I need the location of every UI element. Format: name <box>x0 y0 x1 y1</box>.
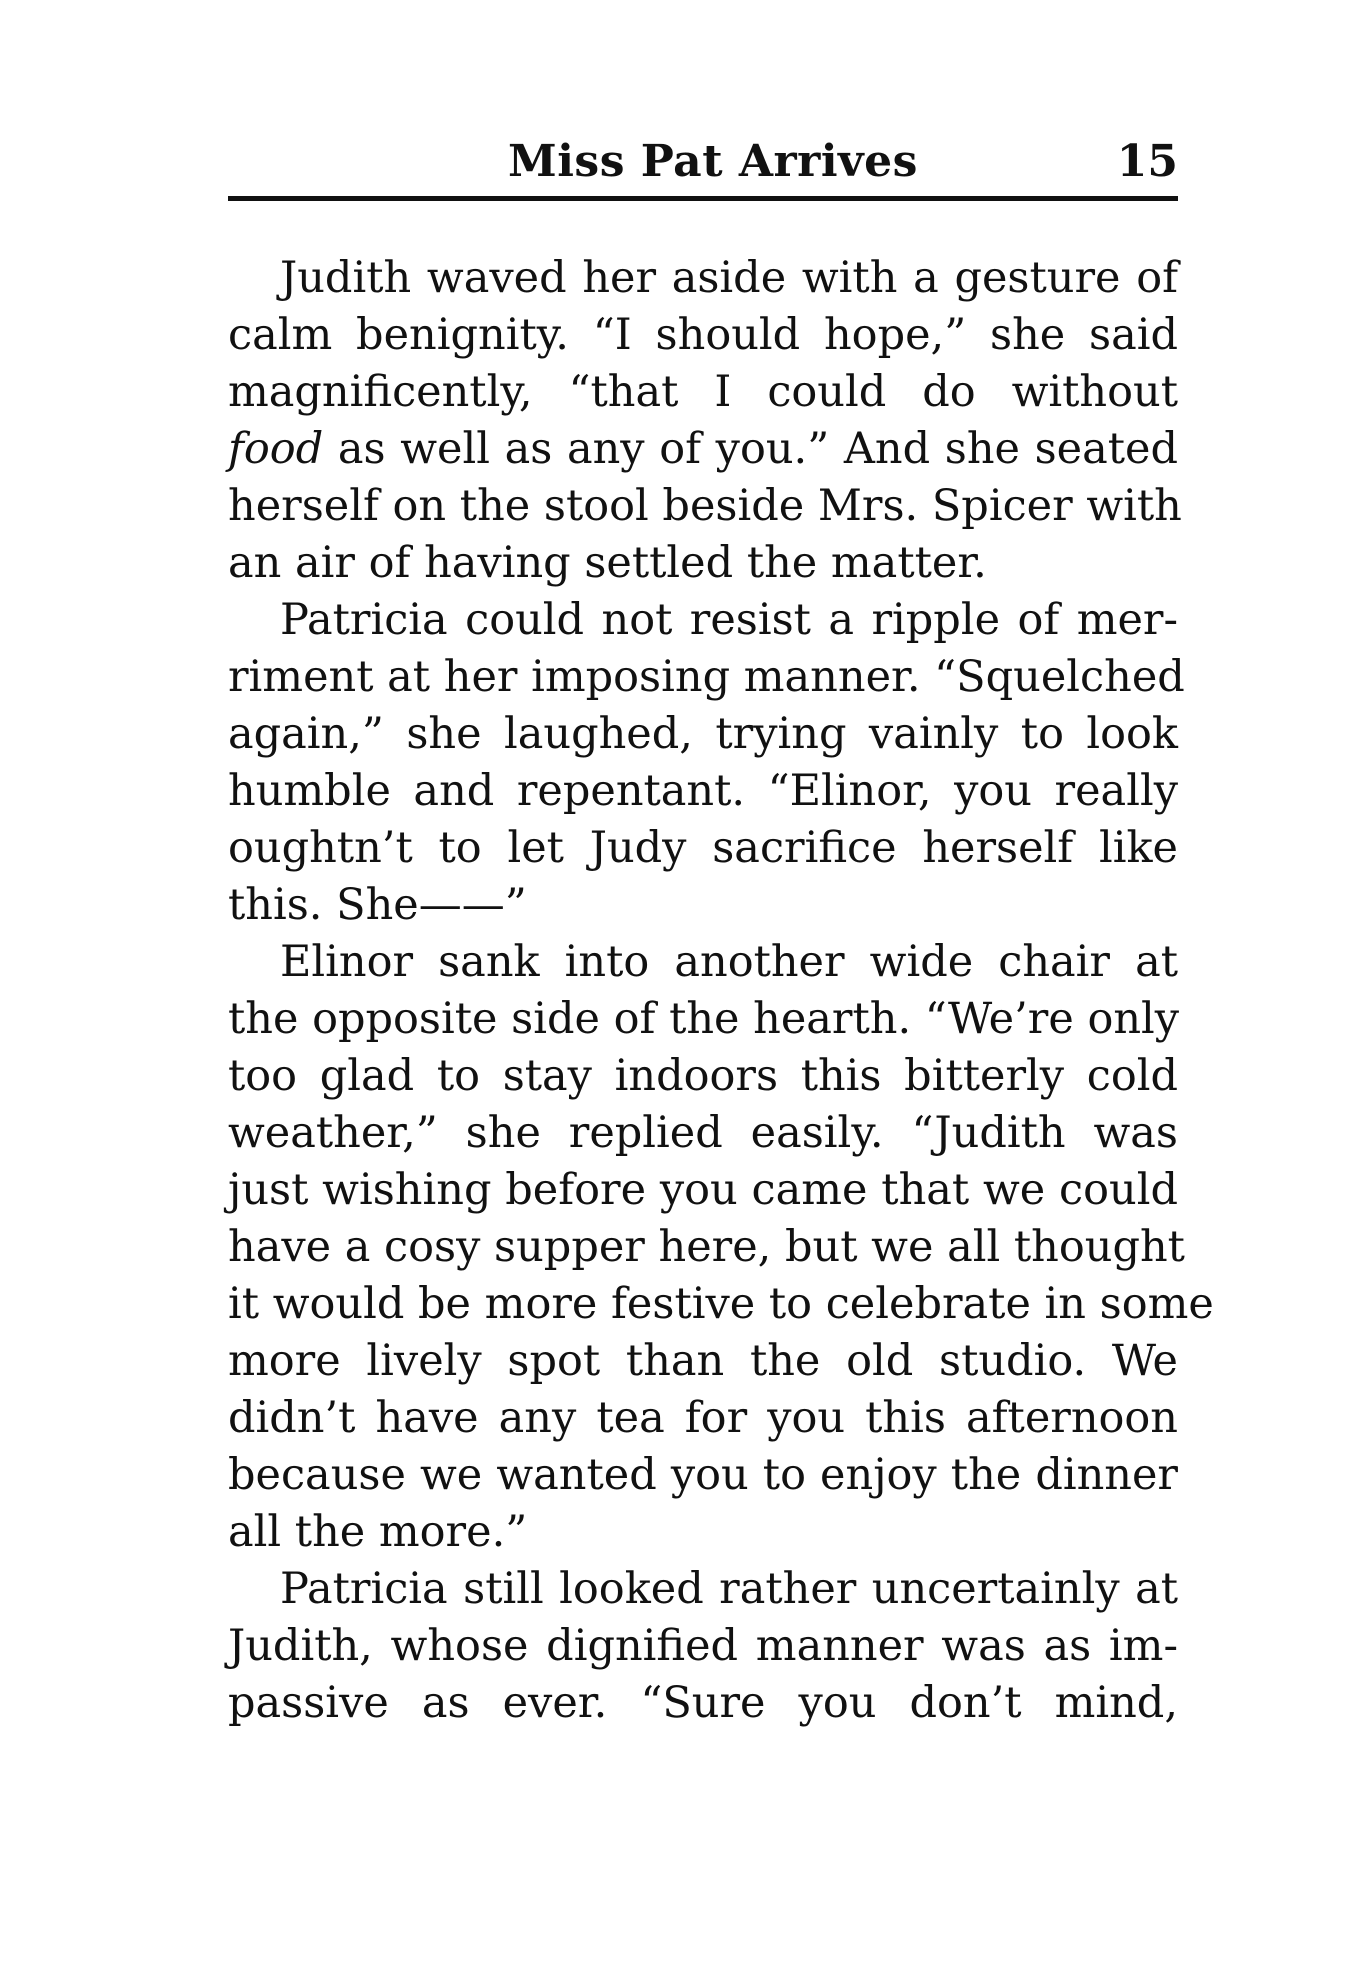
text-line: it would be more festive to celebrate in some <box>228 1279 1214 1329</box>
paragraph <box>228 1561 1178 1732</box>
text-line: weather,” she replied easily. “Judith was <box>228 1108 1178 1158</box>
text-line-rest: as well as any of you.” And she seated <box>337 424 1179 474</box>
text-line: magnificently, “that I could do without <box>228 367 1178 417</box>
text-line: passive as ever. “Sure you don’t mind, <box>228 1678 1178 1728</box>
text-line: Judith, whose dignified manner was as im- <box>228 1621 1178 1671</box>
text-line: herself on the stool beside Mrs. Spicer with <box>228 481 1182 531</box>
text-line: Patricia still looked rather uncertainly at <box>280 1564 1178 1614</box>
italic-word: food <box>228 424 324 474</box>
body-text <box>228 250 1214 1732</box>
text-line: calm benignity. “I should hope,” she said <box>228 310 1178 360</box>
text-line <box>228 421 1178 478</box>
text-line: again,” she laughed, trying vainly to look <box>228 709 1178 759</box>
header-rule <box>228 196 1178 201</box>
text-line: the opposite side of the hearth. “We’re only <box>228 994 1180 1044</box>
text-line: too glad to stay indoors this bitterly cold <box>228 1051 1178 1101</box>
text-line: have a cosy supper here, but we all thought <box>228 1222 1185 1272</box>
running-head <box>228 132 1178 192</box>
text-line: more lively spot than the old studio. We <box>228 1336 1178 1386</box>
text-line: this. She——” <box>228 880 527 930</box>
text-line: all the more.” <box>228 1507 528 1557</box>
text-line: because we wanted you to enjoy the dinner <box>228 1450 1178 1500</box>
text-line: just wishing before you came that we could <box>228 1165 1178 1215</box>
paragraph <box>228 592 1185 934</box>
text-line: humble and repentant. “Elinor, you really <box>228 766 1178 816</box>
text-line: oughtn’t to let Judy sacrifice herself like <box>228 823 1178 873</box>
text-line: didn’t have any tea for you this afternoon <box>228 1393 1178 1443</box>
running-title: Miss Pat Arrives <box>508 136 918 187</box>
text-line: an air of having settled the matter. <box>228 538 987 588</box>
text-line: Judith waved her aside with a gesture of <box>280 253 1178 303</box>
page-number: 15 <box>1116 136 1178 187</box>
text-line: Elinor sank into another wide chair at <box>280 937 1178 987</box>
paragraph <box>228 250 1182 592</box>
paragraph <box>228 934 1214 1561</box>
text-line: riment at her imposing manner. “Squelched <box>228 652 1185 702</box>
text-line: Patricia could not resist a ripple of mer- <box>280 595 1178 645</box>
